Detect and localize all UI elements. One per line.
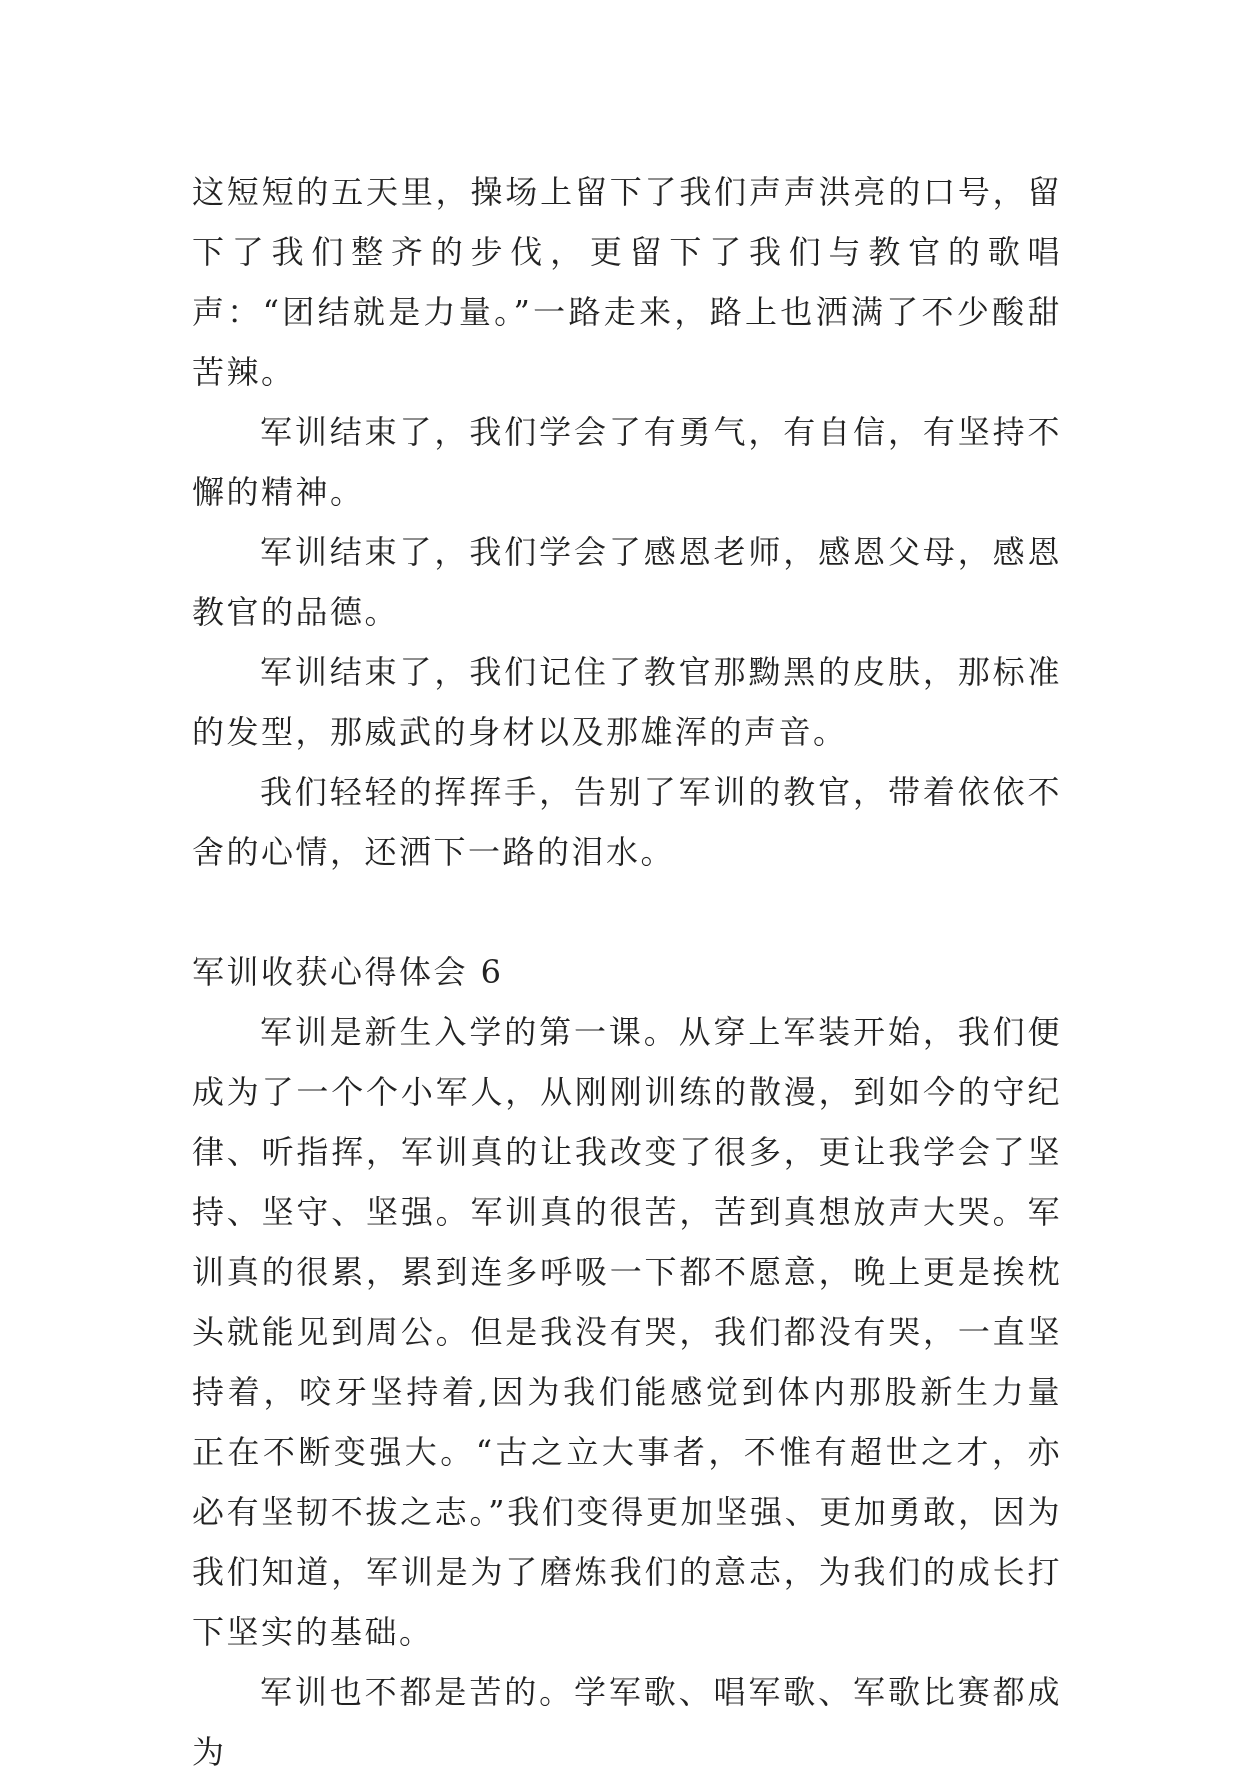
paragraph-6: 军训是新生入学的第一课。从穿上军装开始，我们便成为了一个个小军人，从刚刚训练的散漫，到如今的守纪律、听指挥，军训真的让我改变了很多，更让我学会了坚持、坚守、坚强。军训真的很苦，苦到真想放声大哭。军训真的很累，累到连多呼吸一下都不愿意，晚上更是挨枕头就能见到周公。但是我没有哭，我们都没有哭，一直坚持着，咬牙坚持着,因为我们能感觉到体内那股新生力量正在不断变强大。“古之立大事者，不惟有超世之才，亦必有坚韧不拔之志。”我们变得更加坚强、更加勇敢，因为我们知道，军训是为了磨炼我们的意志，为我们的成长打下坚实的基础。 [192, 1013, 1062, 1651]
document-body [192, 162, 1062, 1782]
paragraph-2: 军训结束了，我们学会了有勇气，有自信，有坚持不懈的精神。 [192, 413, 1062, 511]
paragraph-1: 这短短的五天里，操场上留下了我们声声洪亮的口号，留下了我们整齐的步伐，更留下了我们与教官的歌唱声：“团结就是力量。”一路走来，路上也洒满了不少酸甜苦辣。 [192, 173, 1062, 391]
paragraph-4: 军训结束了，我们记住了教官那黝黑的皮肤，那标准的发型，那威武的身材以及那雄浑的声音。 [192, 653, 1062, 751]
paragraph-5: 我们轻轻的挥挥手，告别了军训的教官，带着依依不舍的心情，还洒下一路的泪水。 [192, 773, 1062, 871]
paragraph-3: 军训结束了，我们学会了感恩老师，感恩父母，感恩教官的品德。 [192, 533, 1062, 631]
section-heading: 军训收获心得体会 6 [192, 953, 504, 991]
paragraph-7: 军训也不都是苦的。学军歌、唱军歌、军歌比赛都成为 [192, 1673, 1062, 1771]
